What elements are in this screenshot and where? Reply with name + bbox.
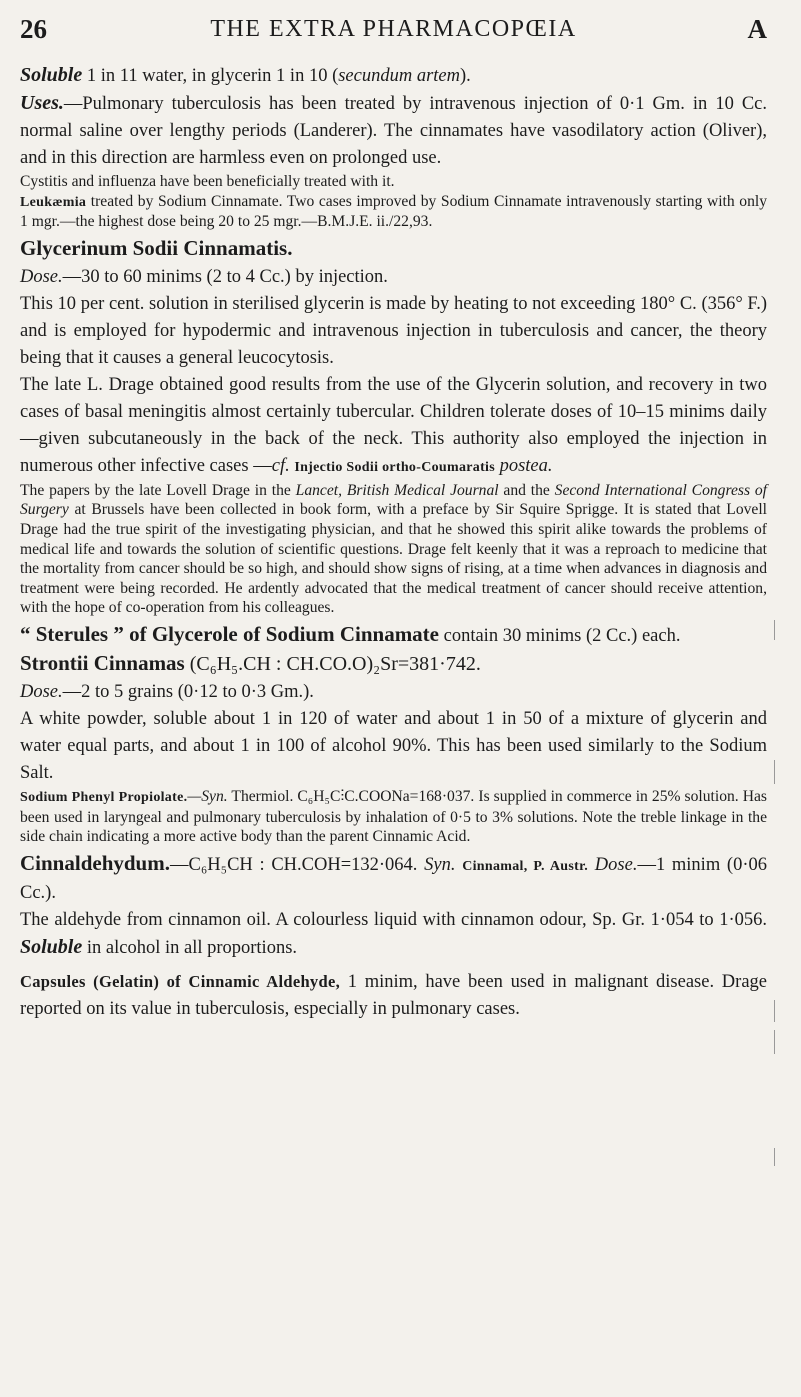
secundum-artem: secundum artem: [338, 66, 461, 86]
cinnaldehydum-heading: Cinnaldehydum.: [20, 850, 170, 875]
margin-rule-4: [774, 1030, 775, 1054]
congress-title: Second International Congress of Surgery: [20, 481, 767, 519]
leukaemia-text: treated by Sodium Cinnamate. Two cases improved by Sodium Cinnamate intravenously starting with only 1 mgr.—the highest dose being 20 to 25 mgr.—B.M.J.E. ii./22,93.: [20, 192, 767, 231]
strontii-formula: (C₆H₅.CH : CH.CO.O)₂Sr=381·742.: [184, 652, 481, 675]
phenyl-propiolate-note: [20, 787, 767, 847]
postea: postea.: [499, 455, 553, 476]
cinnaldehydum-p1a: The aldehyde from cinnamon oil. A colourless liquid with cinnamon odour, Sp. Gr. 1·054 to 1·056.: [20, 909, 767, 930]
margin-rule-5: [774, 1148, 775, 1166]
capsules-paragraph: [20, 968, 767, 1023]
cinnaldehydum-p1b: in alcohol in all proportions.: [82, 937, 298, 958]
capsules-text: 1 minim, have been used in malignant disease. Drage reported on its value in tuberculosis, especially in pulmonary cases.: [20, 971, 767, 1019]
drage-note-t3: at Brussels have been collected in book form, with a preface by Sir Squire Sprigge. It is stated that Lovell Drage had the true spirit of the investigating physician, and that he showed this spirit alike towards the problems of medical life and towards the solution of scientific questions. Drage felt keenly that it was a reproach to medicine that the mortality from cancer should be so high, and should show signs of rising, at a time when advances in diagnosis and treatment were being recorded. He ardently advocated that the medical treatment of cancer should receive attention, with the hope of co-operation from his colleagues.: [20, 501, 767, 617]
sterules-heading: “ Sterules ” of Glycerole of Sodium Cinnamate: [20, 621, 439, 646]
margin-rule-1: [774, 620, 775, 640]
glycerinum-dose-text: —30 to 60 minims (2 to 4 Cc.) by injection.: [62, 266, 388, 287]
sterules-paragraph: [20, 621, 767, 650]
cinnaldehydum-dose-text: —1 minim (0·06 Cc.).: [20, 854, 767, 903]
strontii-dose-label: Dose.: [20, 681, 63, 702]
soluble-paragraph: [20, 62, 767, 90]
margin-rule-2: [774, 760, 775, 784]
margin-rule-3: [774, 1000, 775, 1022]
drage-note: [20, 481, 767, 618]
glycerinum-dose-label: Dose.: [20, 266, 63, 287]
glycerinum-paragraph-1: This 10 per cent. solution in sterilised glycerin is made by heating to not exceeding 180° C. (356° F.) and is employed for hypodermic and intravenous injection in tuberculosis and cancer, the theory being that it causes a general leucocytosis.: [20, 293, 767, 368]
lancet-bmj: Lancet, British Medical Journal: [295, 481, 499, 499]
strontii-heading: Strontii Cinnamas: [20, 650, 185, 675]
injectio-crossref: Injectio Sodii ortho-Coumaratis: [294, 459, 495, 475]
soluble-end: ).: [460, 66, 471, 86]
leukaemia-label: Leukæmia: [20, 194, 87, 210]
cinnaldehydum-heading-line: [20, 850, 767, 907]
uses-text: —Pulmonary tuberculosis has been treated by intravenous injection of 0·1 Gm. in 10 Cc. normal saline over lengthy periods (Landerer). The cinnamates have vasodilatory action (Oliver), and in this direction are harmless even on prolonged use.: [20, 94, 767, 168]
glycerinum-dose: [20, 264, 767, 291]
glycerinum-cf: cf.: [271, 455, 290, 476]
strontii-paragraph: A white powder, soluble about 1 in 120 of water and about 1 in 50 of a mixture of glycerin and water equal parts, and about 1 in 100 of alcohol 90%. This has been used similarly to the Sodium Salt.: [20, 708, 767, 783]
running-header: [20, 14, 767, 54]
strontii-dose-text: —2 to 5 grains (0·12 to 0·3 Gm.).: [62, 681, 314, 702]
running-title: THE EXTRA PHARMACOPŒIA: [210, 16, 577, 42]
phenyl-propiolate-label: Sodium Phenyl Propiolate.: [20, 789, 188, 805]
page-body: [20, 62, 767, 1023]
phenyl-syn-label: —Syn.: [187, 787, 228, 805]
soluble-label: Soluble: [20, 64, 83, 86]
soluble-text: 1 in 11 water, in glycerin 1 in 10 (: [82, 66, 339, 86]
page-number: 26: [20, 14, 47, 44]
cinnaldehydum-soluble-label: Soluble: [20, 935, 83, 958]
glycerinum-heading: Glycerinum Sodii Cinnamatis.: [20, 235, 293, 260]
cinnaldehydum-paragraph: [20, 907, 767, 962]
cystitis-note: Cystitis and influenza have been beneficially treated with it.: [20, 173, 395, 190]
drage-note-t1: The papers by the late Lovell Drage in the: [20, 481, 296, 499]
uses-paragraph: [20, 90, 767, 172]
glycerinum-heading-line: [20, 235, 767, 264]
glycerinum-p2-text: The late L. Drage obtained good results from the use of the Glycerin solution, and recovery in two cases of basal meningitis almost certainly tubercular. Children tolerate doses of 10–15 minims daily—given subcutaneously in the back of the neck. This authority also employed the injection in numerous other infective cases —: [20, 374, 767, 476]
cinnaldehydum-syn-label: Syn.: [424, 854, 456, 875]
section-letter: A: [747, 14, 767, 44]
glycerinum-paragraph-2: [20, 372, 767, 481]
cinnaldehydum-formula: —C₆H₅CH : CH.COH=132·064.: [169, 854, 418, 875]
phenyl-syn-text: Thermiol. C₆H₅C⫶C.COONa=168·037.: [227, 787, 475, 805]
cinnaldehydum-dose-label: Dose.: [594, 854, 638, 875]
uses-label: Uses.: [20, 92, 64, 114]
sterules-text: contain 30 minims (2 Cc.) each.: [439, 625, 681, 646]
capsules-label: Capsules (Gelatin) of Cinnamic Aldehyde,: [20, 971, 341, 991]
strontii-dose: [20, 679, 767, 706]
strontii-heading-line: [20, 650, 767, 679]
phenyl-text: Is supplied in commerce in 25% solution. Has been used in laryngeal and pulmonary tuberculosis by inhalation of 0·5 to 3% solutions. Note the treble linkage in the side chain indicating a more active body than the parent Cinnamic Acid.: [20, 787, 767, 846]
leukaemia-note: [20, 192, 767, 232]
cinnaldehydum-syn-text: Cinnamal, P. Austr.: [462, 858, 589, 874]
drage-note-t2: and the: [498, 481, 555, 499]
